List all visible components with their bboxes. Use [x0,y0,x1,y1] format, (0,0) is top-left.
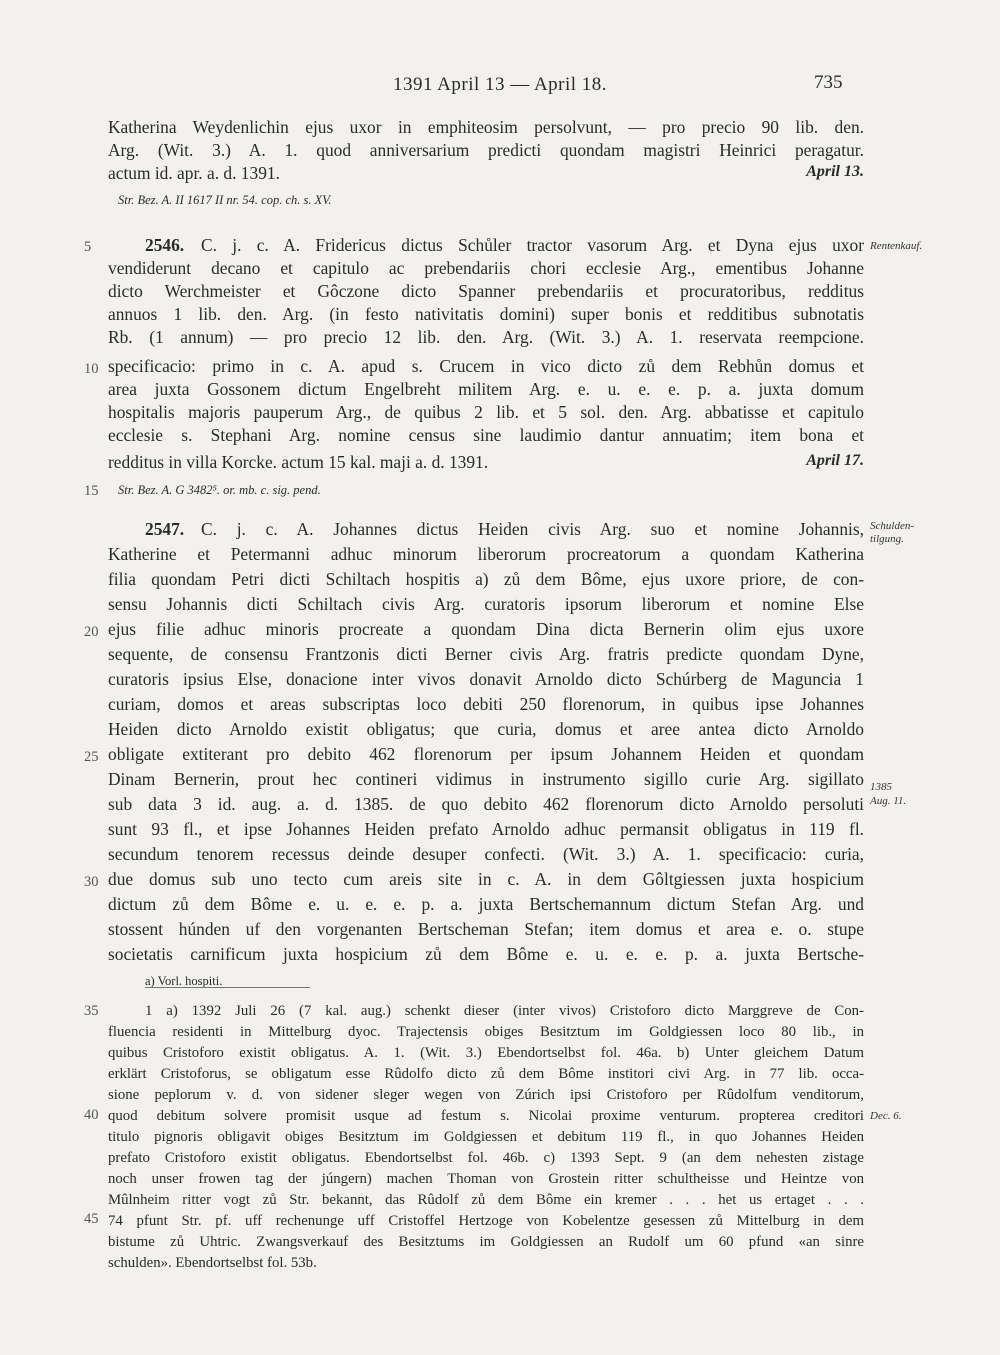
text-line: Katherina Weydenlichin ejus uxor in emphiteosim persolvunt, — pro precio 90 lib. den. [108,117,864,137]
text-footnote: a) Vorl. hospiti. [145,974,223,988]
text-line: sunt 93 fl., et ipse Johannes Heiden prefato Arnoldo adhuc permansit obligatus in 119 fl. [108,819,864,839]
text-line: sequente, de consensu Frantzonis dicti Berner civis Arg. fratris predicte quondam Dyne, [108,644,864,664]
margin-note: Aug. 11. [870,795,907,807]
text-line: actum id. apr. a. d. 1391. [108,163,280,183]
text-line: annuos 1 lib. den. Arg. (in festo nativitatis domini) super bonis et redditibus subnotatis [108,304,864,324]
margin-note: 1385 [870,781,892,793]
footnote-line: fluencia residenti in Mittelburg dyoc. Trajectensis obiges Besitztum im Goldgiessen loco 80 lib., in [108,1024,864,1040]
page-title: 1391 April 13 — April 18. [392,74,608,95]
footnote-line: bistume zů Uhtric. Zwangsverkauf des Besitztums im Goldgiessen an Rudolf um 60 pfund «an sinre [108,1234,864,1250]
line-number: 5 [84,239,92,255]
line-number: 10 [84,361,99,377]
margin-note: Rentenkauf. [870,240,923,252]
page-number: 735 [814,72,843,93]
entry-date: April 17. [806,452,864,469]
footnote-line: 1 a) 1392 Juli 26 (7 kal. aug.) schenkt dieser (inter vivos) Cristoforo dicto Marggreve de Con- [145,1003,864,1019]
footnote-line: quibus Cristoforo existit obligatus. A. 1. (Wit. 3.) Ebendortselbst fol. 46a. b) Unter gleichem Datum [108,1045,864,1061]
text-line: dicto Werchmeister et Gôczone dicto Spanner prebendariis et procuratoribus, redditus [108,281,864,301]
text-line: due domus sub uno tecto cum areis site in c. A. in dem Gôltgiessen juxta hospicium [108,869,864,889]
footnote-line: quod debitum solvere promisit usque ad festum s. Nicolai proxime venturum. propterea creditori [108,1108,864,1124]
footnote-line: sione peplorum v. d. von sidener sleger wegen von Zúrich ipsi Cristoforo per Rûdolfum venditorum, [108,1087,864,1103]
footnote-divider [145,987,310,988]
text-line: Dinam Bernerin, prout hec contineri vidimus in instrumento sigillo curie Arg. sigillato [108,769,864,789]
line-number: 30 [84,874,99,890]
source-reference: Str. Bez. A. G 3482⁵. or. mb. c. sig. pend. [118,483,321,497]
text-line: ejus filie adhuc minoris procreate a quondam Dina dicta Bernerin olim ejus uxore [108,619,864,639]
entry-date: April 13. [806,163,864,180]
text-line: secundum tenorem recessus deinde desuper confecti. (Wit. 3.) A. 1. specificacio: curia, [108,844,864,864]
text-line: stossent húnden uf den vorgenanten Bertscheman Stefan; item domus et area e. o. stupe [108,919,864,939]
margin-note: Dec. 6. [870,1110,902,1122]
entry-number: 2547. [145,519,185,539]
line-number: 25 [84,749,99,765]
margin-note: tilgung. [870,533,904,545]
line-number: 45 [84,1211,99,1227]
text-line: obligate extiterant pro debito 462 florenorum per ipsum Johannem Heiden et quondam [108,744,864,764]
footnote-line: Mûlnheim ritter vogt zů Str. bekannt, das Rûdolf zů dem Bôme ein kremer . . . het us ertaget . . . [108,1192,864,1208]
source-reference: Str. Bez. A. II 1617 II nr. 54. cop. ch. s. XV. [118,193,332,207]
text-line: area juxta Gossonem dictum Engelbreht militem Arg. e. u. e. e. p. a. juxta domum [108,379,864,399]
text-line: hospitalis majoris pauperum Arg., de quibus 2 lib. et 5 sol. den. Arg. abbatisse et capitulo [108,402,864,422]
text-line: Katherine et Petermanni adhuc minorum liberorum procreatorum a quondam Katherina [108,544,864,564]
footnote-line: titulo pignoris obligavit obiges Besitztum im Goldgiessen et debitum 119 fl., in quo Johannes Heiden [108,1129,864,1145]
text-line: C. j. c. A. Fridericus dictus Schůler tractor vasorum Arg. et Dyna ejus uxor [201,235,864,255]
footnote-line: 74 pfunt Str. pf. uff rechenunge uff Cristoffel Hertzoge von Kobelentze gesessen zů Mittelburg in dem [108,1213,864,1229]
entry-number: 2546. [145,235,185,255]
footnote-line: erklärt Cristoforus, se obligatum esse Rûdolfo dicto zů dem Bôme institori civi Arg. in 77 lib. occa- [108,1066,864,1082]
text-line: ecclesie s. Stephani Arg. nomine census sine laudimio dantur annuatim; item bona et [108,425,864,445]
text-line: dictum zů dem Bôme e. u. e. e. p. a. juxta Bertschemannum dictum Stefan Arg. und [108,894,864,914]
text-line: Arg. (Wit. 3.) A. 1. quod anniversarium predicti quondam magistri Heinrici peragatur. [108,140,864,160]
line-number: 40 [84,1107,99,1123]
text-line: sensu Johannis dicti Schiltach civis Arg. curatoris ipsorum liberorum et nomine Else [108,594,864,614]
line-number: 35 [84,1003,99,1019]
footnote-line: noch unser frowen tag der júngern) machen Thoman von Grostein ritter schultheisse und Heintze von [108,1171,864,1187]
text-line: societatis carnificum juxta hospicium zů dem Bôme e. u. e. e. p. a. juxta Bertsche- [108,944,864,964]
text-line: vendiderunt decano et capitulo ac prebendariis chori ecclesie Arg., ementibus Johanne [108,258,864,278]
text-line: C. j. c. A. Johannes dictus Heiden civis Arg. suo et nomine Johannis, [201,519,864,539]
margin-note: Schulden- [870,520,914,532]
line-number: 20 [84,624,99,640]
text-line: redditus in villa Korcke. actum 15 kal. maji a. d. 1391. [108,452,489,472]
text-line: filia quondam Petri dicti Schiltach hospitis a) zů dem Bôme, ejus uxore priore, de con- [108,569,864,589]
text-line: sub data 3 id. aug. a. d. 1385. de quo debito 462 florenorum dicto Arnoldo persoluti [108,794,864,814]
text-line: specificacio: primo in c. A. apud s. Crucem in vico dicto zů dem Rebhůn domus et [108,356,864,376]
footnote-line: prefato Cristoforo existit obligatus. Ebendortselbst fol. 46b. c) 1393 Sept. 9 (an dem nehesten zistage [108,1150,864,1166]
footnote-line: schulden». Ebendortselbst fol. 53b. [108,1255,317,1271]
line-number: 15 [84,483,99,499]
text-line: Rb. (1 annum) — pro precio 12 lib. den. Arg. (Wit. 3.) A. 1. reservata reempcione. [108,327,864,347]
text-line: curatoris ipsius Else, donacione inter vivos donavit Arnoldo dicto Schúrberg de Maguncia 1 [108,669,864,689]
text-line: curiam, domos et areas subscriptas loco debiti 250 florenorum, in quibus ipse Johannes [108,694,864,714]
text-line: Heiden dicto Arnoldo existit obligatus; que curia, domus et aree antea dicto Arnoldo [108,719,864,739]
